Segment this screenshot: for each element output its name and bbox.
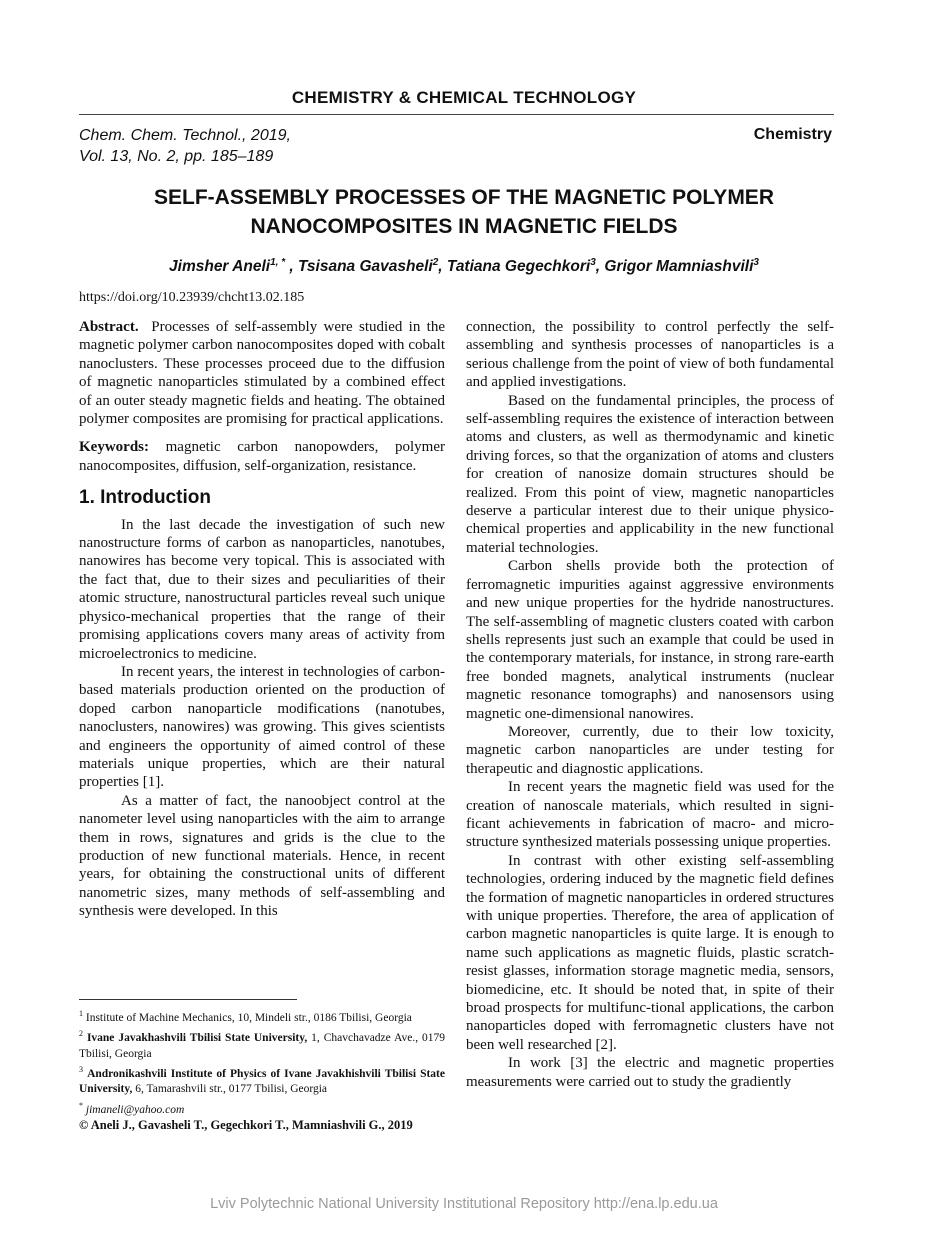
paragraph: In the last decade the investigation of such new nanostructure forms of carbon as nanoparticles, nanotubes, nanowires has become very topical. This is associated with the fact that, due to their sizes and peculiarities of their atomic structure, nanostructural particles reveal such unique physico-mechanical properties that the range of their promising applications covers many areas of activity from microelectronics to medicine. xyxy=(79,516,445,662)
citation-line-2: Vol. 13, No. 2, pp. 185–189 xyxy=(79,148,274,165)
footnotes xyxy=(79,1006,445,1134)
paragraph: In recent years the magnetic field was used for the creation of nanoscale materials, which resulted in signi-ficant achievements in fabrication of macro- and micro-structure synthesized materials possessing unique properties. xyxy=(466,779,834,851)
author-name: Tatiana Gegechkori xyxy=(446,258,591,276)
doi-link[interactable]: https://doi.org/10.23939/chcht13.02.185 xyxy=(79,290,305,305)
keywords-text: magnetic carbon nanopowders, polymer nanocomposites, diffusion, self-organization, resistance. xyxy=(79,439,445,474)
footnote xyxy=(79,1062,445,1098)
paragraph: As a matter of fact, the nanoobject control at the nanometer level using nanoparticles with the aim to arrange them in rows, signatures and grids is the clue to the production of new functional materials. Hence, in recent years, for obtaining the constructional units of different nanometric sizes, many methods of self-assembling and synthesis were developed. In this xyxy=(79,792,445,920)
citation-line-1: Chem. Chem. Technol., 2019, xyxy=(79,127,291,144)
footnote-text: Institute of Machine Mechanics, 10, Mindeli str., 0186 Tbilisi, Georgia xyxy=(85,1011,412,1024)
paragraph: In work [3] the electric and magnetic properties measurements were carried out to study the gradiently xyxy=(466,1055,834,1090)
author-affiliation: 3 xyxy=(590,257,596,268)
footnote-mark: 1 xyxy=(79,1009,83,1018)
abstract-label: Abstract. xyxy=(79,319,139,335)
repository-footer: Lviv Polytechnic National University Institutional Repository http://ena.lp.edu.ua xyxy=(210,1196,718,1212)
footnote-text: 6, Tamarashvili str., 0177 Tbilisi, Georgia xyxy=(132,1083,328,1096)
paragraph: In recent years, the interest in technologies of carbon-based materials production oriented on the production of doped carbon nanoparticle modifications (nanotubes, nanoclusters, nanowires) was growing. This gives scientists and engineers the opportunity of aimed control of these materials unique properties, which are their natural properties [1]. xyxy=(79,663,445,791)
footnote-mark: 2 xyxy=(79,1029,83,1039)
abstract-text: Processes of self-assembly were studied in the magnetic polymer carbon nanocomposites doped with cobalt nanoclusters. These processes proceed due to the diffusion of magnetic nanoparticles stimulated by a combined effect of an outer steady magnetic fields and heating. The obtained polymer composites are promising for practical applications. xyxy=(79,319,446,428)
author-name: Grigor Mamniashvili xyxy=(604,258,754,276)
author-name: Tsisana Gavasheli xyxy=(298,258,433,276)
footnote-rule xyxy=(79,999,297,1000)
author-affiliation: 3 xyxy=(753,257,759,268)
journal-name: CHEMISTRY & CHEMICAL TECHNOLOGY xyxy=(291,88,637,107)
left-column xyxy=(79,318,445,921)
title-line-1: SELF-ASSEMBLY PROCESSES OF THE MAGNETIC POLYMER xyxy=(154,186,774,209)
author-name: Jimsher Aneli xyxy=(169,258,271,276)
footnote xyxy=(79,1006,445,1026)
author-affiliation: 1, * xyxy=(270,257,286,268)
citation xyxy=(79,125,291,167)
paper-title xyxy=(0,183,928,241)
footnote-text: 1, Chavchavadze Ave., 0179 Tbilisi, Georgia xyxy=(79,1032,446,1060)
paragraph: Based on the fundamental principles, the process of self-assembling requires the existence of interaction between atoms and clusters, as well as thermodynamic and kinetic driving forces, so that the organization of atoms and clusters for creation of nanosize domain structures should be realized. From this point of view, magnetic nanoparticles deserve a particular interest due to their unique physico-chemical properties and applicability in the new functional material technologies. xyxy=(466,392,834,556)
author-list: Jimsher Aneli$^{1, *}$ , Tsisana Gavasheli$^2$, Tatiana Gegechkori$^3$, Grigor Mamniashvili$^3$ xyxy=(169,257,759,276)
section-label: Chemistry xyxy=(753,126,832,143)
header-rule xyxy=(79,114,834,115)
author-email[interactable]: jimaneli@yahoo.com xyxy=(85,1103,185,1116)
keywords-label: Keywords: xyxy=(79,439,149,456)
keywords xyxy=(79,438,445,475)
footnote-mark: * xyxy=(79,1100,83,1110)
paragraph: In contrast with other existing self-assembling technologies, ordering induced by the magnetic field defines the formation of magnetic nanoparticles in ordered structures with unique properties. Therefore, the area of application of carbon magnetic nanoparticles is quite large. It is enough to name such applications as magnetic fluids, plastic scratch-resist glasses, information storage magnetic media, sensors, biomedicine, etc. It should be noted that, in spite of their broad prospects for multifunc-tional applications, the carbon nanoparticles doped with ferromagnetic clusters have not been well researched [2]. xyxy=(466,852,834,1053)
abstract xyxy=(79,318,445,428)
paragraph: Carbon shells provide both the protection of ferromagnetic impurities against aggressive environments and new unique properties for the hydride nanostructures. The self-assembling of magnetic clusters coated with carbon shells represents just such an example that could be used in the contemporary materials, for instance, in strong rare-earth free bonded magnets, analytical instruments (nuclear magnetic resonance tomographs) and nanosensors using magnetic one-dimensional nanowires. xyxy=(466,558,834,722)
section-heading: 1. Introduction xyxy=(79,487,211,509)
paragraph: connection, the possibility to control perfectly the self-assembling and synthesis processes of nanoparticles is a serious challenge from the point of view of both fundamental and applied investigations. xyxy=(466,319,834,391)
footnote xyxy=(79,1098,445,1118)
footnote-mark: 3 xyxy=(79,1065,83,1075)
right-column xyxy=(466,318,834,1091)
author-affiliation: 2 xyxy=(432,257,439,268)
title-line-2: NANOCOMPOSITES IN MAGNETIC FIELDS xyxy=(250,215,678,238)
footnote-institution: Andronikashvili Institute of Physics of Ivane Javakhishvili Tbilisi State University, xyxy=(79,1067,445,1096)
footnote-institution: Ivane Javakhashvili Tbilisi State University, xyxy=(86,1032,308,1045)
paragraph: Moreover, currently, due to their low toxicity, magnetic carbon nanoparticles are under testing for therapeutic and diagnostic applications. xyxy=(466,723,834,777)
copyright: © Aneli J., Gavasheli T., Gegechkori T., Mamniashvili G., 2019 xyxy=(79,1118,413,1133)
footnote xyxy=(79,1026,445,1062)
